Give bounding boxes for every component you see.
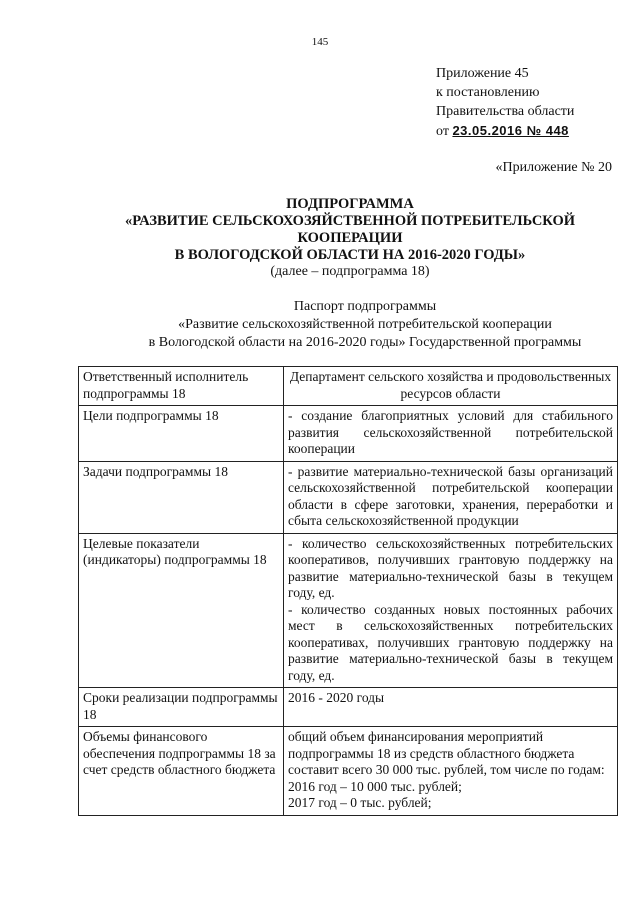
title-line-1: ПОДПРОГРАММА: [286, 196, 414, 212]
terms-value: 2016 - 2020 годы: [284, 688, 618, 727]
table-row: [79, 727, 618, 816]
subprogram-subtitle: (далее – подпрограмма 18): [270, 264, 430, 279]
tasks-label: Задачи подпрограммы 18: [79, 461, 284, 533]
title-line-3: КООПЕРАЦИИ: [297, 230, 403, 246]
appendix-header: [436, 64, 574, 141]
title-line-2: «РАЗВИТИЕ СЕЛЬСКОХОЗЯЙСТВЕННОЙ ПОТРЕБИТЕЛЬСКОЙ: [124, 213, 576, 229]
funding-label: Объемы финансового обеспечения подпрограммы 18 за счет средств областного бюджета: [79, 727, 284, 816]
title-line-4: В ВОЛОГОДСКОЙ ОБЛАСТИ НА 2016-2020 ГОДЫ»: [174, 247, 526, 263]
passport-heading: [80, 298, 640, 352]
table-row: [79, 406, 618, 462]
terms-label: Сроки реализации подпрограммы 18: [79, 688, 284, 727]
indicator-1: - количество сельскохозяйственных потребительских кооперативов, получивших грантовую поддержку на развитие материально-технической базы в текущем году, ед.: [288, 535, 613, 600]
table-row: [79, 367, 618, 406]
date-prefix: от: [436, 124, 449, 139]
appendix-line-2: к постановлению: [436, 85, 540, 100]
funding-value: [284, 727, 618, 816]
passport-line-2: «Развитие сельскохозяйственной потребительской кооперации: [178, 317, 552, 332]
funding-2017: 2017 год – 0 тыс. рублей;: [288, 795, 432, 810]
goals-value: - создание благоприятных условий для стабильного развития сельскохозяйственной потребительской кооперации: [284, 406, 618, 462]
table-row: [79, 461, 618, 533]
tasks-value: - развитие материально-технической базы организаций сельскохозяйственной потребительской кооперации области в сфере заготовки, хранения, переработки и сбыта сельскохозяйственной продукции: [284, 461, 618, 533]
passport-table: [78, 366, 618, 816]
executor-value: Департамент сельского хозяйства и продовольственных ресурсов области: [284, 367, 618, 406]
funding-2016: 2016 год – 10 000 тыс. рублей;: [288, 778, 462, 794]
appendix-date-line: [436, 121, 574, 141]
executor-label: Ответственный исполнитель подпрограммы 18: [79, 367, 284, 406]
table-row: [79, 688, 618, 727]
appendix-line-1: Приложение 45: [436, 66, 529, 81]
page-number: 145: [311, 36, 329, 48]
funding-total: общий объем финансирования мероприятий подпрограммы 18 из средств областного бюджета составит всего 30 000 тыс. рублей, том числе по годам:: [288, 729, 605, 777]
appendix-20-label: «Приложение № 20: [495, 160, 612, 175]
table-row: [79, 533, 618, 688]
indicators-value: [284, 533, 618, 688]
resolution-date: 23.05.2016 № 448: [452, 123, 569, 138]
passport-line-3: в Вологодской области на 2016-2020 годы» Государственной программы: [148, 335, 582, 350]
passport-line-1: Паспорт подпрограммы: [293, 299, 437, 314]
subprogram-title: [60, 196, 640, 264]
appendix-line-3: Правительства области: [436, 104, 575, 119]
indicator-2: - количество созданных новых постоянных рабочих мест в сельскохозяйственных потребительских кооперативах, получивших грантовую поддержку на развитие материально-технической базы в текущем году, ед.: [288, 601, 613, 683]
indicators-label: Целевые показатели (индикаторы) подпрограммы 18: [79, 533, 284, 688]
goals-label: Цели подпрограммы 18: [79, 406, 284, 462]
